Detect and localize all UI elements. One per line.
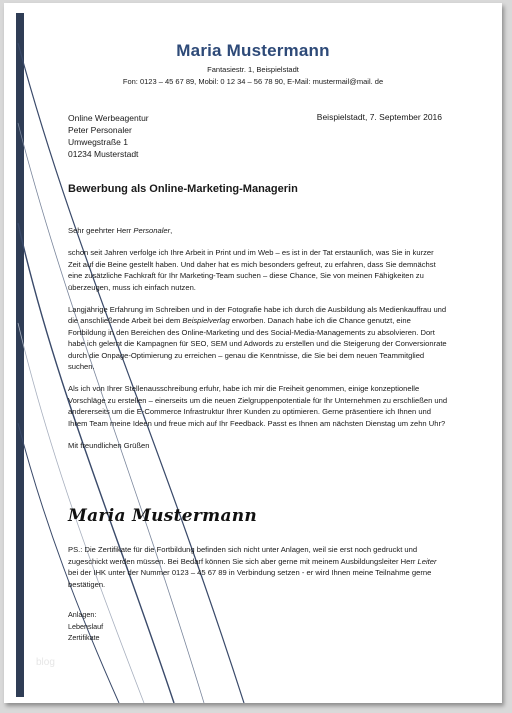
attachments	[68, 609, 103, 644]
sender-name: Maria Mustermann	[176, 41, 330, 60]
postscript	[68, 544, 448, 590]
recipient-city: 01234 Musterstadt	[68, 149, 139, 159]
recipient-person: Peter Personaler	[68, 125, 132, 135]
letter-body	[68, 225, 448, 463]
recipient-street: Umwegstraße 1	[68, 137, 128, 147]
attachment-item: Zertifikate	[68, 633, 100, 643]
paragraph-2	[68, 304, 448, 372]
attachments-label: Anlagen:	[68, 610, 97, 619]
sender-address: Fantasiestr. 1, Beispielstadt	[207, 65, 299, 74]
sender-contact: Fon: 0123 – 45 67 89, Mobil: 0 12 34 – 56 78 90, E-Mail: mustermail@mail. de	[122, 77, 384, 86]
recipient-company: Online Werbeagentur	[68, 113, 149, 123]
paragraph-3: Als ich von Ihrer Stellenausschreibung erfuhr, habe ich mir die Freiheit genommen, einige konzeptionelle Vorschläge zu erstellen – einerseits um die neuen Zielgruppenpotentiale für Ihr Unternehmen zu erschließen und andererseits um die E-Commerce Infrastruktur Ihrer Kunden zu optimieren. Gerne präsentiere ich Ihnen und Ihrem Team meine Ideen und freue mich auf Ihr Feedback. Passt es Ihnen am nächsten Dienstag um zehn Uhr?	[68, 384, 448, 428]
place-date: Beispielstadt, 7. September 2016	[316, 112, 442, 122]
ps-emphasis: Leiter	[417, 556, 437, 566]
salutation-prefix: Sehr geehrter Herr	[68, 226, 134, 235]
signature: Maria Mustermann	[68, 506, 258, 526]
letter-subject: Bewerbung als Online-Marketing-Managerin	[68, 183, 298, 195]
closing: Mit freundlichen Grüßen	[68, 441, 150, 451]
paragraph-2-part-a: Langjährige Erfahrung im Schreiben und in der Fotografie habe ich durch die Ausbildung als Medienkauffrau und die anschließende Arbeit bei dem	[68, 305, 447, 326]
attachment-item: Lebenslauf	[68, 621, 104, 631]
paragraph-1: schon seit Jahren verfolge ich Ihre Arbeit in Print und im Web – es ist in der Tat erstaunlich, was Sie in kurzer Zeit auf die Beine gestellt haben. Und daher hat es mich besonders gefreut, zu erfahren, dass Sie demnächst eine zusätzliche Fachkraft für Ihr Marketing-Team suchen – diese Chance, Sie von meinen Fähigkeiten zu überzeugen, muss ich einfach nutzen.	[68, 248, 436, 292]
recipient-block	[68, 112, 149, 160]
watermark: blog	[36, 657, 55, 668]
salutation-name: Personaler	[133, 226, 171, 235]
ps-part-b: bei der IHK unter der Nummer 0123 – 45 67 89 in Verbindung setzen - er wird Ihnen meine Teilnahme gerne bestätigen.	[68, 568, 432, 589]
ps-part-a: PS.: Die Zertifikate für die Fortbildung befinden sich nicht unter Anlagen, weil sie erst noch gedruckt und zugeschickt werden müssen. Bei Bedarf können Sie sich aber gerne mit meinem Ausbildungsleiter Herr	[68, 545, 418, 566]
letter-header	[4, 41, 502, 86]
paragraph-2-part-b: erworben. Danach habe ich die Chance genutzt, eine Fortbildung in den Bereichen des Online-Marketing und des Social-Media-Managements zu absolvieren. Dort habe ich gelernt die Kampagnen für SEO, SEM und Adwords zu erstellen und die Steigerung der Conversionrate durch die Onpage-Optimierung zu erreichen – genau die Kenntnisse, die Sie bei dem neuen Teammitglied suchen.	[68, 316, 447, 372]
paragraph-2-emphasis: Beispielverlag	[182, 316, 230, 326]
letter-page	[4, 3, 502, 703]
salutation	[68, 225, 448, 236]
salutation-suffix: ,	[170, 226, 173, 235]
